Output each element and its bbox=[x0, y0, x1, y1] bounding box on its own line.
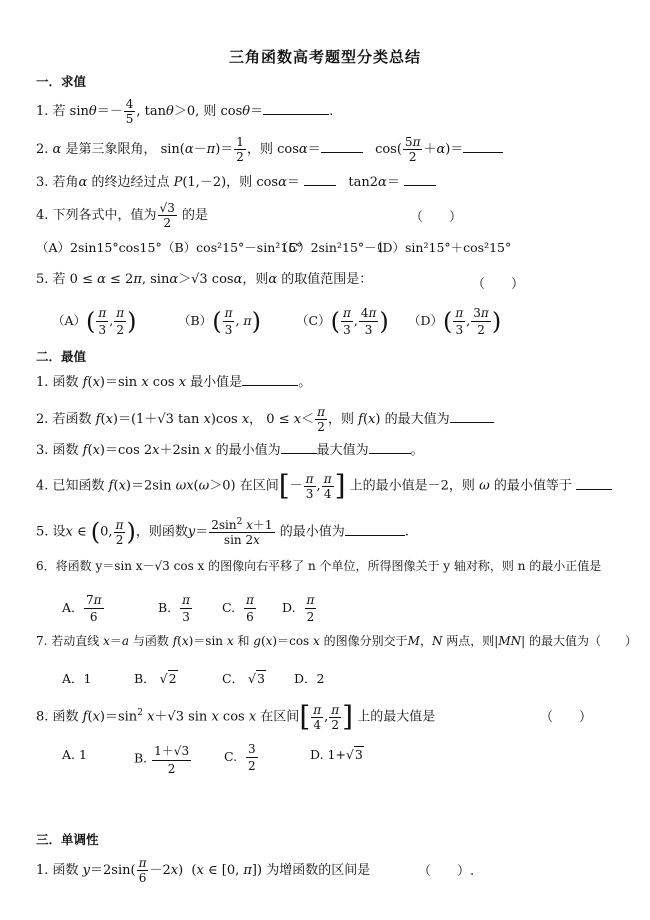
answer-blank bbox=[404, 174, 436, 186]
question-1-2: 2. α 是第三象限角， sin(α－π)＝ $\frac{1}{2}$ ，则 cosα＝ cos( $\frac{5\pi}{2}$ ＋α)＝ bbox=[36, 136, 630, 163]
option-d: D．2 bbox=[294, 671, 325, 686]
answer-blank bbox=[463, 141, 503, 153]
option-b: B. $\frac{1+√3}{2}$ bbox=[134, 744, 190, 776]
answer-blank bbox=[345, 524, 405, 536]
answer-paren: （ ） bbox=[540, 710, 593, 725]
option-c: （C）( $\frac{\pi}{3}$ , $\frac{4\pi}{3}$ ) bbox=[296, 306, 389, 337]
option-d: D. 1+√3 bbox=[310, 747, 363, 762]
question-1-3: 3. 若角α 的终边经过点 P(1,－2)，则 cosα＝ tan2α＝ bbox=[36, 174, 630, 189]
answer-blank bbox=[321, 141, 363, 153]
option-a: A. 1 bbox=[62, 747, 87, 762]
question-3-1: 1. 函数 y＝2sin( $\frac{\pi}{6}$ －2x) (x ∈ [0, π]) 为增函数的区间是 bbox=[36, 856, 371, 885]
fraction: $\frac{√3}{2}$ bbox=[159, 201, 175, 230]
answer-blank bbox=[576, 478, 612, 490]
answer-blank bbox=[304, 174, 336, 186]
option-c: C. $\frac{\pi}{6}$ bbox=[222, 593, 254, 624]
question-2-3: 3. 函数 f(x)＝cos 2x＋2sin x 的最小值为 最大值为 。 bbox=[36, 443, 424, 458]
option-a: A. $\frac{7\pi}{6}$ bbox=[62, 593, 102, 624]
question-1-4: 4. 下列各式中，值为 $\frac{√3}{2}$ 的是 bbox=[36, 201, 208, 230]
answer-paren: （ ）. bbox=[418, 864, 475, 879]
option-a: （A）2sin15°cos15° bbox=[36, 240, 162, 255]
question-1-1: 1. 若 sinθ＝－ $\frac{4}{5}$ , tanθ＞0, 则 cosθ＝ . bbox=[36, 97, 334, 126]
question-2-5: 5. 设x ∈ (0, $\frac{\pi}{2}$ )，则函数y＝ $\frac{2\sin^2 x+1}{\sin 2x}$ 的最小值为 . bbox=[36, 517, 409, 547]
answer-blank bbox=[450, 411, 494, 423]
answer-paren: （ ） bbox=[410, 210, 463, 225]
answer-blank bbox=[263, 103, 329, 115]
section-heading-1: 一．求值 bbox=[36, 74, 87, 89]
question-1-5: 5. 若 0 ≤ α ≤ 2π, sinα＞√3 cosα，则α 的取值范围是： bbox=[36, 272, 373, 287]
option-d: D. $\frac{\pi}{2}$ bbox=[282, 593, 315, 624]
option-c: （C）2sin²15°－1 bbox=[276, 240, 385, 255]
option-d: （D）( $\frac{\pi}{3}$ , $\frac{3\pi}{2}$ ) bbox=[408, 306, 502, 337]
option-c: C. $\frac{3}{2}$ bbox=[224, 742, 256, 773]
option-c: C． √3 bbox=[222, 671, 265, 686]
answer-blank bbox=[281, 442, 317, 454]
option-a: （A）( $\frac{\pi}{3}$ , $\frac{\pi}{2}$ ) bbox=[52, 306, 137, 337]
option-b: B． √2 bbox=[134, 671, 177, 686]
question-2-8: 8. 函数 $f(x)=\sin^2$ x＋√3 sin x cos x 在区间[ $\frac{\pi}{4}$ , $\frac{\pi}{2}$ ] 上的最大值是 bbox=[36, 700, 436, 733]
question-2-2: 2. 若函数 f(x)＝(1＋√3 tan x)cos x， 0 ≤ x＜ $\frac{\pi}{2}$ ，则 f(x) 的最大值为 bbox=[36, 406, 630, 433]
question-2-6: 6．将函数 y＝sin x－√3 cos x 的图像向右平移了 n 个单位，所得图像关于 y 轴对称，则 n 的最小正值是 bbox=[36, 559, 602, 573]
option-a: A．1 bbox=[62, 671, 92, 686]
fraction: $\frac{4}{5}$ bbox=[125, 97, 134, 126]
fraction: $\frac{5\pi}{2}$ bbox=[404, 135, 421, 164]
answer-blank bbox=[242, 374, 298, 386]
fraction: $\frac{1}{2}$ bbox=[236, 135, 244, 164]
page-title: 三角函数高考题型分类总结 bbox=[228, 48, 421, 66]
answer-paren: （ ） bbox=[472, 277, 525, 292]
option-b: （B）( $\frac{\pi}{3}$ , π) bbox=[178, 306, 261, 337]
option-b: （B）cos²15°－sin²15° bbox=[162, 240, 303, 255]
question-2-1: 1. 函数 f(x)＝sin x cos x 最小值是 。 bbox=[36, 375, 312, 390]
answer-blank bbox=[369, 442, 411, 454]
question-2-4: 4. 已知函数 f(x)＝2sin ωx(ω＞0) 在区间[－ $\frac{\pi}{3}$ , $\frac{\pi}{4}$ ] 上的最小值是－2，则 ω 的最小值等于 bbox=[36, 472, 630, 500]
option-d: （D）sin²15°＋cos²15° bbox=[370, 240, 512, 255]
question-2-7: 7. 若动直线 x＝a 与函数 f(x)＝sin x 和 g(x)＝cos x 的图像分别交于M，N 两点，则|MN| 的最大值为（ ） bbox=[36, 634, 637, 648]
option-b: B. $\frac{\pi}{3}$ bbox=[158, 593, 191, 624]
section-heading-2: 二．最值 bbox=[36, 349, 87, 364]
section-heading-3: 三．单调性 bbox=[36, 832, 99, 847]
